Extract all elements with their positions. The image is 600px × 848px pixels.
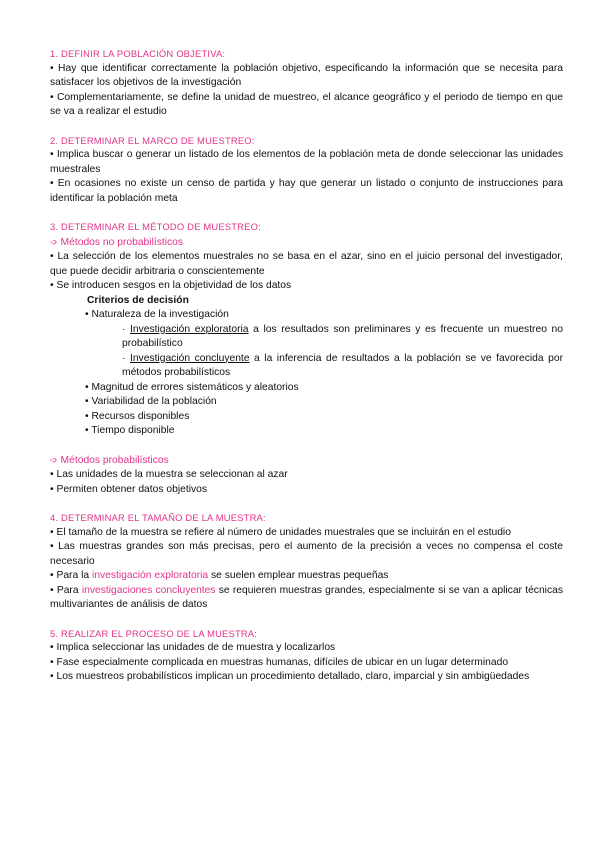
non-probabilistic-bullet-1: • La selección de los elementos muestrales no se basa en el azar, sino en el juicio personal del investigador, que puede decidir arbitraria o conscientemente <box>50 251 563 277</box>
section-4-bullet-1: • El tamaño de la muestra se refiere al número de unidades muestrales que se incluirán en el estudio <box>50 526 511 538</box>
arrow-right-icon: ➩ <box>50 454 58 465</box>
section-5-bullet-1: • Implica seleccionar las unidades de de muestra y localizarlos <box>50 642 336 653</box>
criteria-item-errors: • Magnitud de errores sistemáticos y aleatorios <box>85 381 299 393</box>
criteria-item-variability: • Variabilidad de la población <box>85 396 217 407</box>
section-4-heading: 4. DETERMINAR EL TAMAÑO DE LA MUESTRA: <box>50 512 266 523</box>
spacer <box>50 439 563 453</box>
section-1-heading: 1. DEFINIR LA POBLACIÓN OBJETIVA: <box>50 48 226 59</box>
criteria-subitem-conclusive <box>50 352 563 381</box>
criteria-title: Criterios de decisión <box>87 294 189 306</box>
probabilistic-bullet-1: • Las unidades de la muestra se seleccionan al azar <box>50 469 288 480</box>
section-3 <box>50 220 563 497</box>
section-4-bullet-2: • Las muestras grandes son más precisas, pero el aumento de la precisión a veces no compensa el coste necesario <box>50 541 563 567</box>
criteria-item-nature: • Naturaleza de la investigación <box>85 309 229 320</box>
section-2 <box>50 134 563 207</box>
bullet-text: • Para <box>50 584 82 596</box>
exploratory-research-link[interactable]: Investigación exploratoria <box>130 323 249 335</box>
section-2-bullet-2: • En ocasiones no existe un censo de partida y hay que generar un listado o conjunto de instrucciones para identificar la población meta <box>50 178 563 204</box>
bullet-text: • Para la <box>50 570 92 581</box>
middle-dot: · <box>122 323 131 335</box>
section-5 <box>50 627 563 685</box>
conclusive-research-term: investigaciones concluyentes <box>81 584 216 596</box>
probabilistic-bullet-2: • Permiten obtener datos objetivos <box>50 483 208 495</box>
bullet-text: se suelen emplear muestras pequeñas <box>208 570 389 581</box>
section-4-bullet-3 <box>50 569 563 584</box>
conclusive-research-text: a la inferencia de resultados a la población se ve favorecida por métodos probabilísticos <box>122 352 563 378</box>
section-4-bullet-4 <box>50 584 563 613</box>
arrow-right-icon: ➩ <box>50 236 58 247</box>
bullet-text: se requieren muestras grandes, especialmente si se van a aplicar técnicas multivariantes de análisis de datos <box>50 584 563 610</box>
criteria-item-resources: • Recursos disponibles <box>85 410 190 422</box>
section-5-bullet-2: • Fase especialmente complicada en muestras humanas, difíciles de ubicar en un lugar determinado <box>50 656 509 668</box>
probabilistic-subheading <box>50 453 563 469</box>
section-1-bullet-2: • Complementariamente, se define la unidad de muestreo, el alcance geográfico y el periodo de tiempo en que se va a realizar el estudio <box>50 91 563 117</box>
probabilistic-title: Métodos probabilísticos <box>60 454 169 466</box>
section-1-bullet-1: • Hay que identificar correctamente la población objetivo, especificando la información que se necesita para satisfacer los objetivos de la investigación <box>50 62 563 88</box>
section-4 <box>50 511 563 613</box>
document-page <box>50 47 563 699</box>
non-probabilistic-title: Métodos no probabilísticos <box>60 236 184 248</box>
section-2-heading: 2. DETERMINAR EL MARCO DE MUESTREO: <box>50 134 255 146</box>
section-5-bullet-3: • Los muestreos probabilísticos implican un procedimiento detallado, claro, imparcial y sin ambigüedades <box>50 671 530 682</box>
non-probabilistic-subheading <box>50 235 563 251</box>
section-1 <box>50 47 563 120</box>
exploratory-research-text: a los resultados son preliminares y es frecuente un muestreo no probabilístico <box>122 323 563 349</box>
conclusive-research-link[interactable]: Investigación concluyente <box>129 352 250 364</box>
section-5-heading: 5. REALIZAR EL PROCESO DE LA MUESTRA: <box>50 627 258 639</box>
middle-dot: · <box>122 352 130 364</box>
exploratory-research-term: investigación exploratoria <box>91 570 209 581</box>
criteria-subitem-exploratory <box>50 323 563 352</box>
section-2-bullet-1: • Implica buscar o generar un listado de los elementos de la población meta de donde seleccionar las unidades muestrales <box>50 149 563 175</box>
non-probabilistic-bullet-2: • Se introducen sesgos en la objetividad de los datos <box>50 280 292 291</box>
section-3-heading: 3. DETERMINAR EL MÉTODO DE MUESTREO: <box>50 221 261 232</box>
criteria-item-time: • Tiempo disponible <box>85 425 175 436</box>
